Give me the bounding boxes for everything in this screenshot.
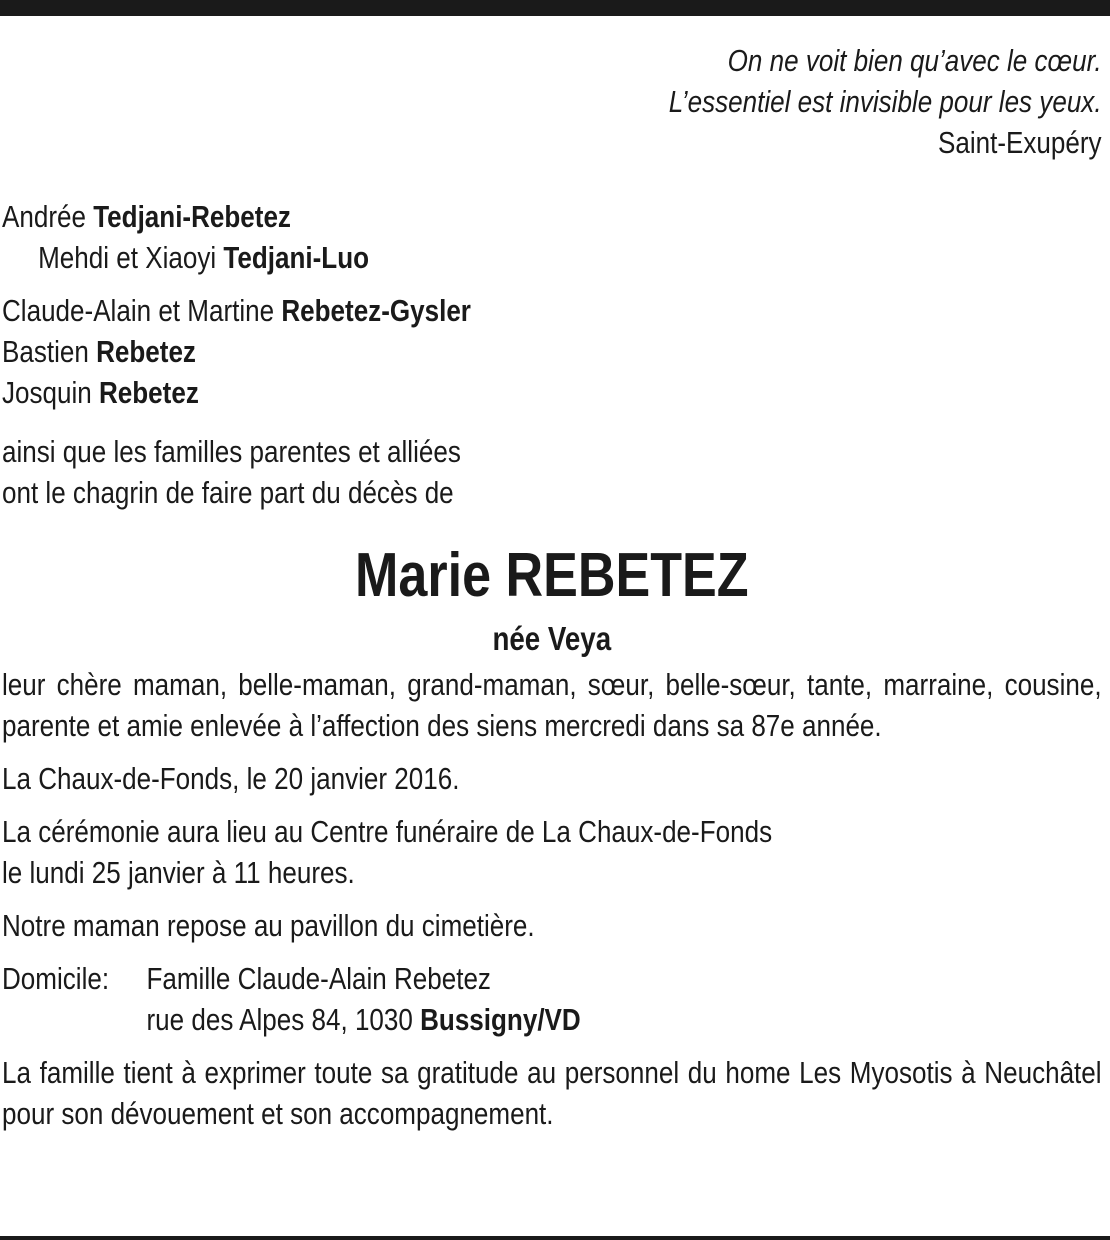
epigraph-quote — [2, 40, 1102, 163]
locality: Bussigny/VD — [420, 1002, 581, 1037]
top-border-rule — [0, 0, 1110, 16]
gratitude-paragraph: La famille tient à exprimer toute sa gratitude au personnel du home Les Myosotis à Neuchâtel pour son dévouement et son accompagnement. — [2, 1055, 1102, 1131]
given-names: Claude-Alain et Martine — [2, 293, 282, 328]
ceremony-line-2: le lundi 25 janvier à 11 heures. — [2, 855, 355, 890]
quote-line-2: L’essentiel est invisible pour les yeux. — [668, 84, 1102, 119]
domicile-row-1 — [2, 958, 1102, 999]
family-member-child — [2, 331, 1102, 372]
death-notice — [2, 40, 1102, 1134]
ceremony-line-1: La cérémonie aura lieu au Centre funéraire de La Chaux-de-Fonds — [2, 814, 773, 849]
repose-paragraph: Notre maman repose au pavillon du cimetière. — [2, 908, 535, 943]
street-address: rue des Alpes 84, 1030 — [146, 1002, 421, 1037]
family-member-child — [2, 372, 1102, 413]
surname: Rebetez-Gysler — [281, 293, 471, 328]
deceased-name: Marie REBETEZ — [354, 541, 749, 610]
ceremony-paragraph — [2, 811, 1102, 893]
bottom-border-rule — [0, 1236, 1110, 1240]
given-names: Bastien — [2, 334, 97, 369]
announcement-intro — [2, 431, 1102, 513]
maiden-name: née Veya — [492, 620, 612, 657]
quote-line-1: On ne voit bien qu’avec le cœur. — [727, 43, 1102, 78]
domicile-block — [2, 958, 1102, 1040]
intro-line-1: ainsi que les familles parentes et alliées — [2, 434, 461, 469]
family-group-2 — [2, 290, 1102, 413]
domicile-line-2 — [146, 999, 580, 1040]
surname: Rebetez — [98, 375, 199, 410]
given-names: Mehdi et Xiaoyi — [38, 240, 224, 275]
given-names: Josquin — [2, 375, 99, 410]
domicile-label-spacer — [2, 999, 146, 1040]
description-paragraph: leur chère maman, belle-maman, grand-maman, sœur, belle-sœur, tante, marraine, cousine, parente et amie enlevée à l’affection des siens mercredi dans sa 87e année. — [2, 667, 1102, 743]
family-group-1 — [2, 196, 1102, 278]
quote-author: Saint-Exupéry — [937, 125, 1102, 160]
domicile-row-2 — [2, 999, 1102, 1040]
family-member-main — [2, 196, 1102, 237]
family-member-main — [2, 290, 1102, 331]
domicile-label: Domicile: — [2, 961, 110, 996]
surname: Rebetez — [96, 334, 196, 369]
surname: Tedjani-Luo — [223, 240, 370, 275]
place-date: La Chaux-de-Fonds, le 20 janvier 2016. — [2, 761, 460, 796]
family-member-child — [2, 237, 1102, 278]
intro-line-2: ont le chagrin de faire part du décès de — [2, 475, 454, 510]
surname: Tedjani-Rebetez — [93, 199, 291, 234]
given-names: Andrée — [2, 199, 94, 234]
domicile-line-1: Famille Claude-Alain Rebetez — [146, 961, 491, 996]
